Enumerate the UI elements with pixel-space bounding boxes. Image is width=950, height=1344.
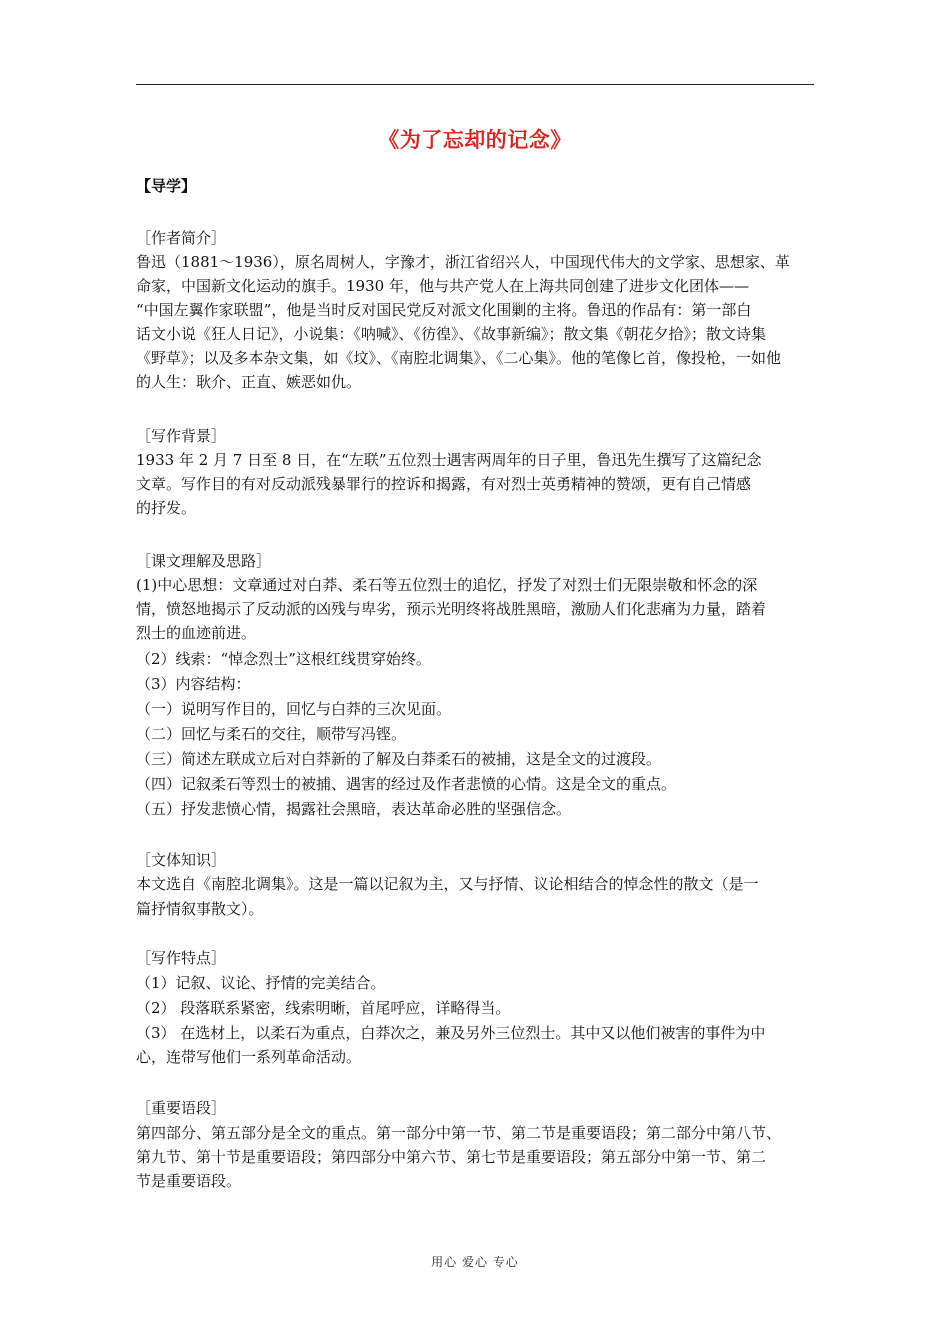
- paragraph-line: 命家，中国新文化运动的旗手。1930 年，他与共产党人在上海共同创建了进步文化团体——: [136, 277, 749, 295]
- paragraph-line: “中国左翼作家联盟”，他是当时反对国民党反对派文化围剿的主将。鲁迅的作品有：第一部白: [136, 301, 752, 319]
- section-heading-understanding: ［课文理解及思路］: [136, 552, 272, 570]
- paragraph-line: （3） 在选材上，以柔石为重点，白莽次之，兼及另外三位烈士。其中又以他们被害的事件为中: [136, 1024, 766, 1042]
- paragraph-line: 烈士的血迹前进。: [136, 624, 257, 642]
- page-footer: 用心 爱心 专心: [431, 1255, 519, 1269]
- paragraph-line: 《野草》；以及多本杂文集，如《坟》、《南腔北调集》、《二心集》。他的笔像匕首，像投枪，一如他: [136, 349, 782, 367]
- paragraph-line: 节是重要语段。: [136, 1172, 242, 1190]
- paragraph-line: （三）简述左联成立后对白莽新的了解及白莽柔石的被捕，这是全文的过渡段。: [136, 750, 662, 768]
- paragraph-line: 鲁迅（1881～1936），原名周树人，字豫才，浙江省绍兴人，中国现代伟大的文学家、思想家、革: [136, 253, 790, 271]
- paragraph-line: （2） 段落联系紧密，线索明晰，首尾呼应，详略得当。: [136, 999, 511, 1017]
- section-heading-author: ［作者简介］: [136, 229, 227, 247]
- paragraph-line: 的抒发。: [136, 499, 197, 517]
- paragraph-line: (1)中心思想：文章通过对白莽、柔石等五位烈士的追忆，抒发了对烈士们无限崇敬和怀念的深: [136, 576, 758, 594]
- section-heading-genre: ［文体知识］: [136, 851, 227, 869]
- paragraph-line: 1933 年 2 月 7 日至 8 日，在“左联”五位烈士遇害两周年的日子里，鲁迅先生撰写了这篇纪念: [136, 451, 762, 469]
- section-heading-features: ［写作特点］: [136, 949, 227, 967]
- paragraph-line: （3）内容结构：: [136, 675, 251, 693]
- header-rule: [136, 84, 814, 85]
- paragraph-line: （1）记叙、议论、抒情的完美结合。: [136, 974, 386, 992]
- paragraph-line: 情，愤怒地揭示了反动派的凶残与卑劣，预示光明终将战胜黑暗，激励人们化悲痛为力量，踏着: [136, 600, 767, 618]
- paragraph-line: （五）抒发悲愤心情，揭露社会黑暗，表达革命必胜的坚强信念。: [136, 800, 572, 818]
- paragraph-line: 第九节、第十节是重要语段；第四部分中第六节、第七节是重要语段；第五部分中第一节、第二: [136, 1148, 767, 1166]
- paragraph-line: 本文选自《南腔北调集》。这是一篇以记叙为主，又与抒情、议论相结合的悼念性的散文（是一: [136, 875, 759, 893]
- guide-heading: 【导学】: [136, 177, 197, 195]
- paragraph-line: （四）记叙柔石等烈士的被捕、遇害的经过及作者悲愤的心情。这是全文的重点。: [136, 775, 677, 793]
- section-heading-key-passages: ［重要语段］: [136, 1099, 227, 1117]
- paragraph-line: 文章。写作目的有对反动派残暴罪行的控诉和揭露，有对烈士英勇精神的赞颂，更有自己情感: [136, 475, 752, 493]
- paragraph-line: （2）线索：“悼念烈士”这根红线贯穿始终。: [136, 650, 431, 668]
- paragraph-line: 话文小说《狂人日记》，小说集：《呐喊》、《彷徨》、《故事新编》；散文集《朝花夕拾》；散文诗集: [136, 325, 767, 343]
- paragraph-line: 的人生：耿介、正直、嫉恶如仇。: [136, 373, 362, 391]
- paragraph-line: 篇抒情叙事散文）。: [136, 900, 264, 918]
- paragraph-line: 第四部分、第五部分是全文的重点。第一部分中第一节、第二节是重要语段；第二部分中第八节、: [136, 1124, 782, 1142]
- paragraph-line: 心，连带写他们一系列革命活动。: [136, 1048, 362, 1066]
- document-title: 《为了忘却的记念》: [378, 128, 572, 152]
- paragraph-line: （一）说明写作目的，回忆与白莽的三次见面。: [136, 700, 452, 718]
- section-heading-background: ［写作背景］: [136, 427, 227, 445]
- paragraph-line: （二）回忆与柔石的交往，顺带写冯铿。: [136, 725, 407, 743]
